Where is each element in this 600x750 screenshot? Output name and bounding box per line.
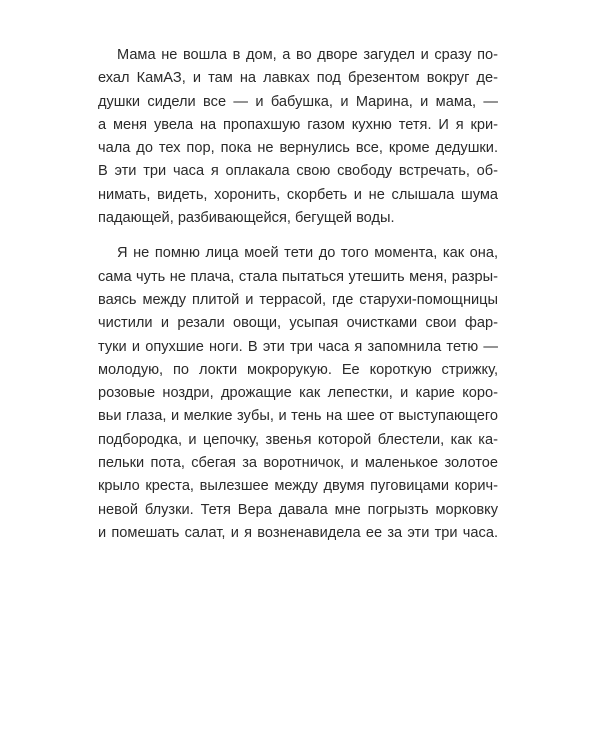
paragraph-gap — [98, 230, 498, 242]
text-line: подбородка, и цепочку, звенья которой блестели, как ка- — [98, 431, 498, 448]
text-line: душки сидели все — и бабушка, и Марина, и мама, — — [98, 93, 498, 110]
text-line: В эти три часа я оплакала свою свободу встречать, об- — [98, 163, 498, 180]
text-line: нимать, видеть, хоронить, скорбеть и не слышала шума — [98, 186, 498, 203]
text-line: Мама не вошла в дом, а во дворе загудел и сразу по- — [117, 47, 498, 63]
text-line: и помешать салат, и я возненавидела ее за эти три часа. — [98, 524, 498, 541]
text-line: сама чуть не плача, стала пытаться утешить меня, разры- — [98, 268, 498, 285]
text-line: а меня увела на пропахшую газом кухню тетя. И я кри- — [98, 116, 498, 133]
text-line: Я не помню лица моей тети до того момента, как она, — [117, 245, 498, 262]
paragraph-2 — [98, 242, 498, 545]
text-line: ваясь между плитой и террасой, где старухи-помощницы — [98, 291, 498, 308]
text-line: невой блузки. Тетя Вера давала мне погрызть морковку — [98, 501, 498, 518]
text-line: чистили и резали овощи, усыпая очистками свои фар- — [98, 315, 498, 332]
text-line: падающей, разбивающейся, бегущей воды. — [98, 210, 395, 227]
text-line: туки и опухшие ноги. В эти три часа я запомнила тетю — — [98, 338, 498, 355]
text-line: ехал КамАЗ, и там на лавках под брезентом вокруг де- — [98, 70, 498, 87]
paragraph-1 — [98, 44, 498, 230]
text-line: вьи глаза, и мелкие зубы, и тень на шее от выступающего — [98, 408, 498, 425]
text-line: чала до тех пор, пока не вернулись все, кроме дедушки. — [98, 140, 498, 157]
text-line: крыло креста, вылезшее между двумя пуговицами корич- — [98, 478, 498, 495]
text-line: розовые ноздри, дрожащие как лепестки, и карие коро- — [98, 385, 498, 402]
text-line: молодую, по локти мокрорукую. Ее короткую стрижку, — [98, 361, 498, 378]
text-line: пельки пота, сбегая за воротничок, и маленькое золотое — [98, 455, 498, 472]
text-block — [98, 44, 498, 545]
